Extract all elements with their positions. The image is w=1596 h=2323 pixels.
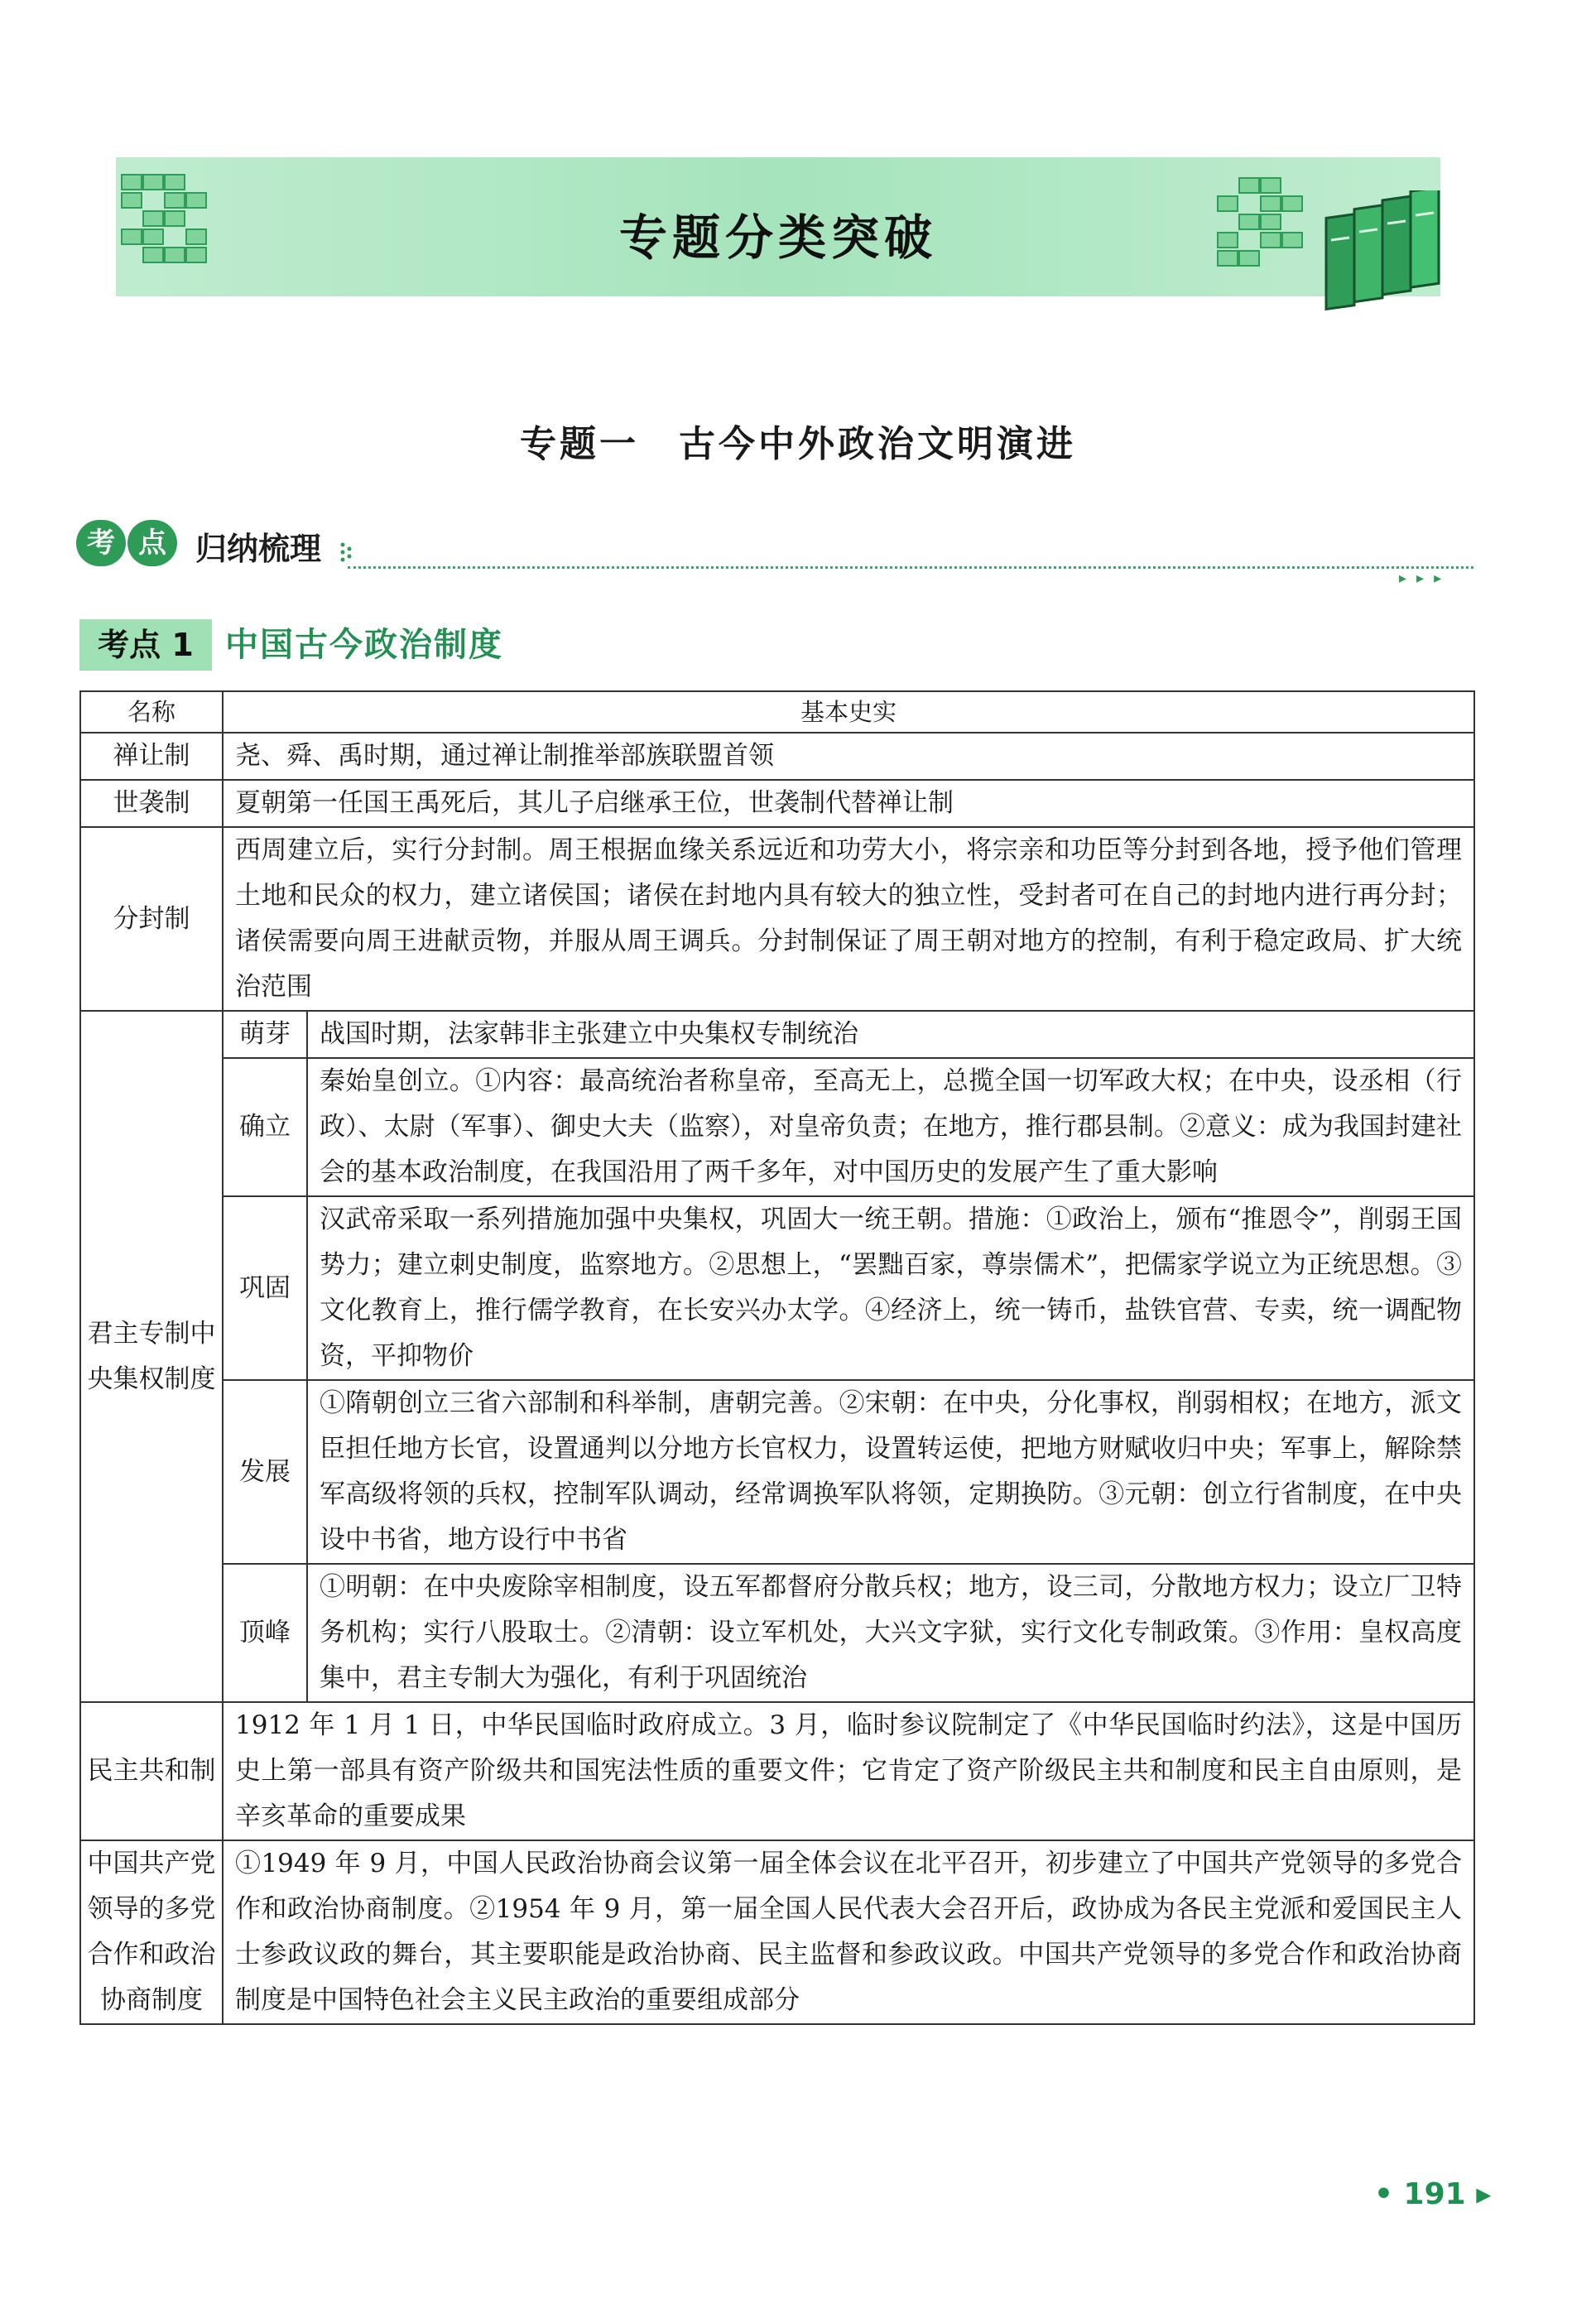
banner-title: 专题分类突破: [618, 209, 937, 266]
topic-title: 专题一 古今中外政治文明演进: [520, 423, 1076, 465]
stage-text: ①明朝：在中央废除宰相制度，设五军都督府分散兵权；地方，设三司，分散地方权力；设立厂卫特务机构；实行八股取士。②清朝：设立军机处，大兴文字狱，实行文化专制政策。③作用：皇权高度集中，君主专制大为强化，有利于巩固统治: [307, 1564, 1474, 1702]
section-divider: [348, 566, 1473, 569]
table-row: [80, 1058, 1474, 1196]
row-name: 分封制: [80, 827, 223, 1011]
banner: [116, 157, 1440, 296]
header-facts: 基本史实: [223, 691, 1474, 733]
autocracy-name: 君主专制中央集权制度: [80, 1011, 223, 1702]
row-name: 世袭制: [80, 780, 223, 827]
stage-label: 确立: [223, 1058, 307, 1196]
table-row: [80, 780, 1474, 827]
stage-text: ①隋朝创立三省六部制和科举制，唐朝完善。②宋朝：在中央，分化事权，削弱相权；在地方，派文臣担任地方长官，设置通判以分地方长官权力，设置转运使，把地方财赋收归中央；军事上，解除禁军高级将领的兵权，控制军队调动，经常调换军队将领，定期换防。③元朝：创立行省制度，在中央设中书省，地方设行中书省: [307, 1380, 1474, 1564]
table-row: [80, 1564, 1474, 1702]
block-pattern-right: [1217, 177, 1316, 285]
kaodian-title: 中国古今政治制度: [225, 626, 503, 664]
dots-decoration-icon: [339, 538, 356, 566]
table-row: [80, 827, 1474, 1011]
stage-label: 顶峰: [223, 1564, 307, 1702]
table-row: [80, 1840, 1474, 2024]
table-row: [80, 1702, 1474, 1840]
row-text: 夏朝第一任国王禹死后，其儿子启继承王位，世袭制代替禅让制: [223, 780, 1474, 827]
table-row: [80, 1196, 1474, 1380]
row-text: 尧、舜、禹时期，通过禅让制推举部族联盟首领: [223, 733, 1474, 780]
table-header-row: [80, 691, 1474, 733]
row-text: ①1949 年 9 月，中国人民政治协商会议第一届全体会议在北平召开，初步建立了中国共产党领导的多党合作和政治协商制度。②1954 年 9 月，第一届全国人民代表大会召开后，政协成为各民主党派和爱国民主人士参政议政的舞台，其主要职能是政治协商、民主监督和参政议政。中国共产党领导的多党合作和政治协商制度是中国特色社会主义民主政治的重要组成部分: [223, 1840, 1474, 2024]
stage-text: 汉武帝采取一系列措施加强中央集权，巩固大一统王朝。措施：①政治上，颁布“推恩令”，削弱王国势力；建立刺史制度，监察地方。②思想上，“罢黜百家，尊崇儒术”，把儒家学说立为正统思想。③文化教育上，推行儒学教育，在长安兴办太学。④经济上，统一铸币，盐铁官营、专卖，统一调配物资，平抑物价: [307, 1196, 1474, 1380]
stage-label: 萌芽: [223, 1011, 307, 1058]
table-row: [80, 1011, 1474, 1058]
arrows-icon: ▸▸▸: [1399, 570, 1452, 587]
page-number: [1374, 2177, 1491, 2211]
row-name: 禅让制: [80, 733, 223, 780]
stage-text: 战国时期，法家韩非主张建立中央集权专制统治: [307, 1011, 1474, 1058]
stage-label: 巩固: [223, 1196, 307, 1380]
section-badge-dian: 点: [127, 520, 177, 566]
stage-text: 秦始皇创立。①内容：最高统治者称皇帝，至高无上，总揽全国一切军政大权；在中央，设丞相（行政）、太尉（军事）、御史大夫（监察），对皇帝负责；在地方，推行郡县制。②意义：成为我国封建社会的基本政治制度，在我国沿用了两千多年，对中国历史的发展产生了重大影响: [307, 1058, 1474, 1196]
row-name: 民主共和制: [80, 1702, 223, 1840]
section-title: 归纳梳理: [195, 531, 322, 567]
page-number-text: • 191: [1374, 2177, 1466, 2211]
table-row: [80, 733, 1474, 780]
header-name: 名称: [80, 691, 223, 733]
institutions-table: [79, 690, 1475, 2025]
page-arrow-icon: ▸: [1465, 2177, 1492, 2211]
books-icon: [1323, 190, 1447, 315]
section-badge-kao: 考: [76, 520, 126, 566]
stage-label: 发展: [223, 1380, 307, 1564]
table-row: [80, 1380, 1474, 1564]
row-name: 中国共产党领导的多党合作和政治协商制度: [80, 1840, 223, 2024]
kaodian-label: 考点 1: [79, 619, 212, 671]
section-badge: [76, 520, 194, 566]
row-text: 西周建立后，实行分封制。周王根据血缘关系远近和功劳大小，将宗亲和功臣等分封到各地，授予他们管理土地和民众的权力，建立诸侯国；诸侯在封地内具有较大的独立性，受封者可在自己的封地内进行再分封；诸侯需要向周王进献贡物，并服从周王调兵。分封制保证了周王朝对地方的控制，有利于稳定政局、扩大统治范围: [223, 827, 1474, 1011]
row-text: 1912 年 1 月 1 日，中华民国临时政府成立。3 月，临时参议院制定了《中华民国临时约法》，这是中国历史上第一部具有资产阶级共和国宪法性质的重要文件；它肯定了资产阶级民主共和制度和民主自由原则，是辛亥革命的重要成果: [223, 1702, 1474, 1840]
